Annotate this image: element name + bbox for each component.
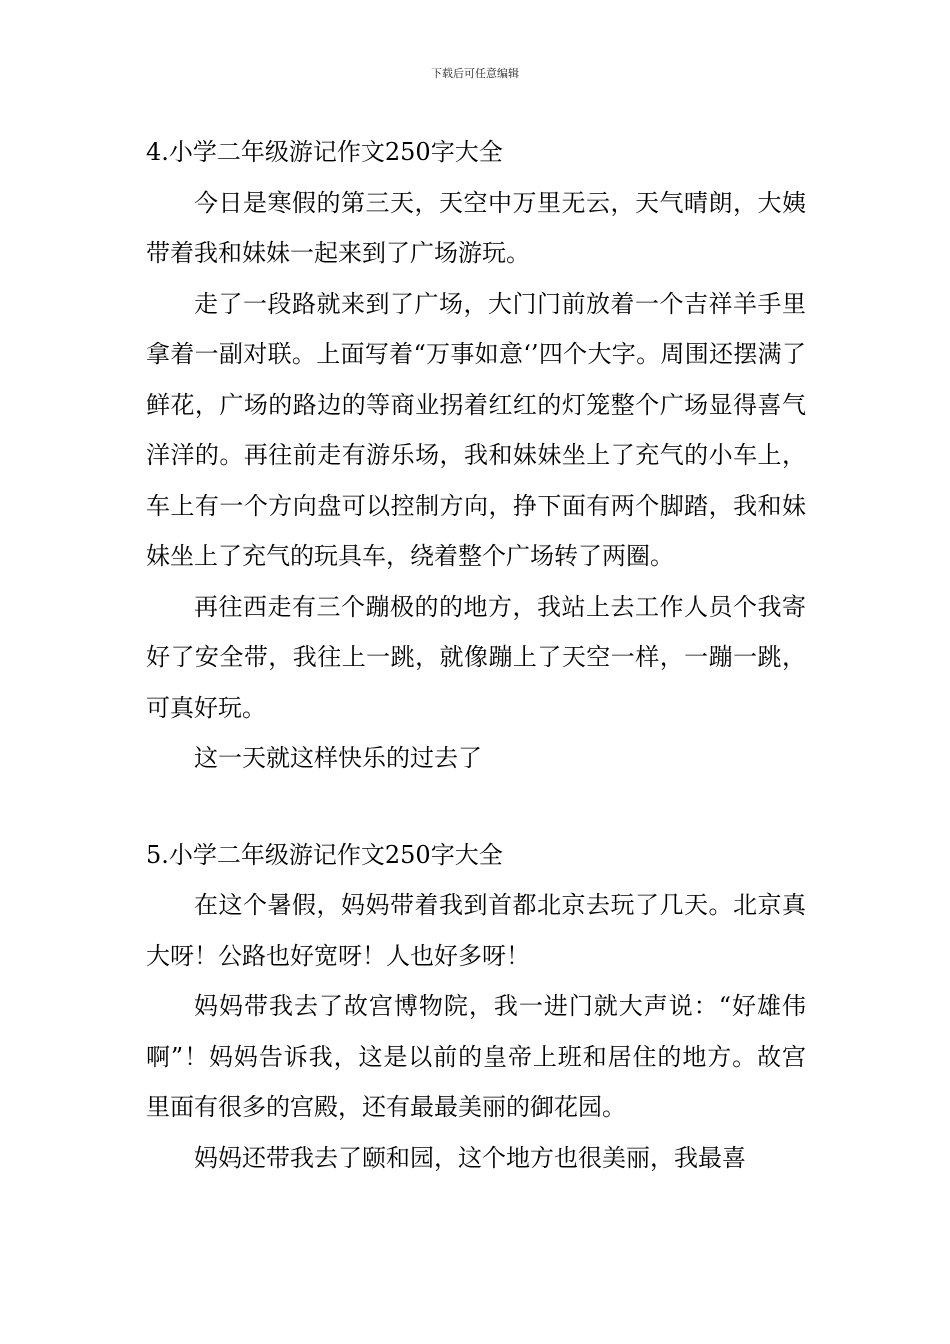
essay-section-5	[146, 830, 806, 1184]
page-header-note: 下载后可任意编辑	[431, 67, 519, 80]
essay-section-4	[146, 127, 806, 784]
paragraph: 走了一段路就来到了广场，大门门前放着一个吉祥羊手里拿着一副对联。上面写着“万事如意‘’四个大字。周围还摆满了鲜花，广场的路边的等商业拐着红红的灯笼整个广场显得喜气洋洋的。再往前走有游乐场，我和妹妹坐上了充气的小车上，车上有一个方向盘可以控制方向，挣下面有两个脚踏，我和妹妹坐上了充气的玩具车，绕着整个广场转了两圈。	[146, 289, 806, 570]
section-spacer	[146, 784, 806, 830]
section-heading: 5.小学二年级游记作文250字大全	[146, 840, 503, 869]
document-body	[146, 127, 806, 1183]
paragraph: 今日是寒假的第三天，天空中万里无云，天气晴朗，大姨带着我和妹妹一起来到了广场游玩。	[146, 188, 806, 267]
paragraph: 这一天就这样快乐的过去了	[194, 744, 482, 772]
paragraph: 在这个暑假，妈妈带着我到首都北京去玩了几天。北京真大呀！公路也好宽呀！人也好多呀！	[146, 891, 806, 970]
paragraph: 妈妈带我去了故宫博物院，我一进门就大声说：“好雄伟啊”！妈妈告诉我，这是以前的皇帝上班和居住的地方。故宫里面有很多的宫殿，还有最最美丽的御花园。	[146, 992, 806, 1121]
paragraph: 妈妈还带我去了颐和园，这个地方也很美丽，我最喜	[194, 1143, 746, 1172]
section-heading: 4.小学二年级游记作文250字大全	[146, 138, 503, 166]
paragraph: 再往西走有三个蹦极的的地方，我站上去工作人员个我寄好了安全带，我往上一跳，就像蹦上了天空一样，一蹦一跳，可真好玩。	[146, 592, 806, 722]
